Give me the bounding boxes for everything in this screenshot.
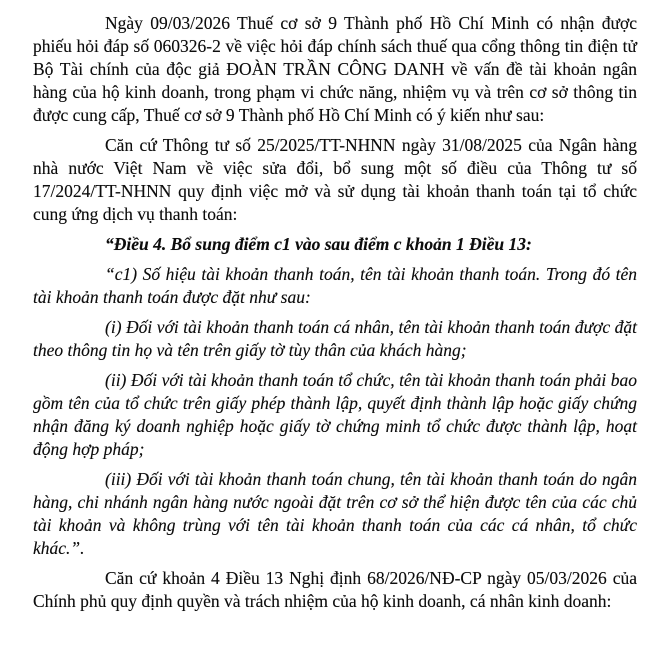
paragraph-5: (i) Đối với tài khoản thanh toán cá nhân, tên tài khoản thanh toán được đặt theo thông tin họ và tên trên giấy tờ tùy thân của khách hàng; bbox=[33, 317, 637, 360]
paragraph-4: “c1) Số hiệu tài khoản thanh toán, tên tài khoản thanh toán. Trong đó tên tài khoản thanh toán được đặt như sau: bbox=[33, 264, 637, 307]
paragraph-3: “Điều 4. Bổ sung điểm c1 vào sau điểm c khoản 1 Điều 13: bbox=[105, 234, 532, 254]
paragraph-7: (iii) Đối với tài khoản thanh toán chung, tên tài khoản thanh toán do ngân hàng, chi nhánh ngân hàng nước ngoài đặt trên cơ sở thể hiện được tên của các chủ tài khoản và không trùng với tên tài khoản thanh toán của các cá nhân, tổ chức khác.”. bbox=[33, 469, 637, 558]
paragraph-8: Căn cứ khoản 4 Điều 13 Nghị định 68/2026/NĐ-CP ngày 05/03/2026 của Chính phủ quy định quyền và trách nhiệm của hộ kinh doanh, cá nhân kinh doanh: bbox=[33, 568, 637, 611]
paragraph-1: Ngày 09/03/2026 Thuế cơ sở 9 Thành phố Hồ Chí Minh có nhận được phiếu hỏi đáp số 060326-2 về việc hỏi đáp chính sách thuế qua cổng thông tin điện tử Bộ Tài chính của độc giả ĐOÀN TRẦN CÔNG DANH về vấn đề tài khoản ngân hàng của hộ kinh doanh, trong phạm vi chức năng, nhiệm vụ và trên cơ sở thông tin được cung cấp, Thuế cơ sở 9 Thành phố Hồ Chí Minh có ý kiến như sau: bbox=[33, 13, 637, 125]
paragraph-6: (ii) Đối với tài khoản thanh toán tổ chức, tên tài khoản thanh toán phải bao gồm tên của tổ chức trên giấy phép thành lập, quyết định thành lập hoặc giấy chứng nhận đăng ký doanh nghiệp hoặc giấy tờ chứng minh tổ chức được thành lập, hoạt động hợp pháp; bbox=[33, 370, 637, 459]
paragraph-2: Căn cứ Thông tư số 25/2025/TT-NHNN ngày 31/08/2025 của Ngân hàng nhà nước Việt Nam về việc sửa đổi, bổ sung một số điều của Thông tư số 17/2024/TT-NHNN quy định việc mở và sử dụng tài khoản thanh toán tại tổ chức cung ứng dịch vụ thanh toán: bbox=[33, 135, 637, 224]
